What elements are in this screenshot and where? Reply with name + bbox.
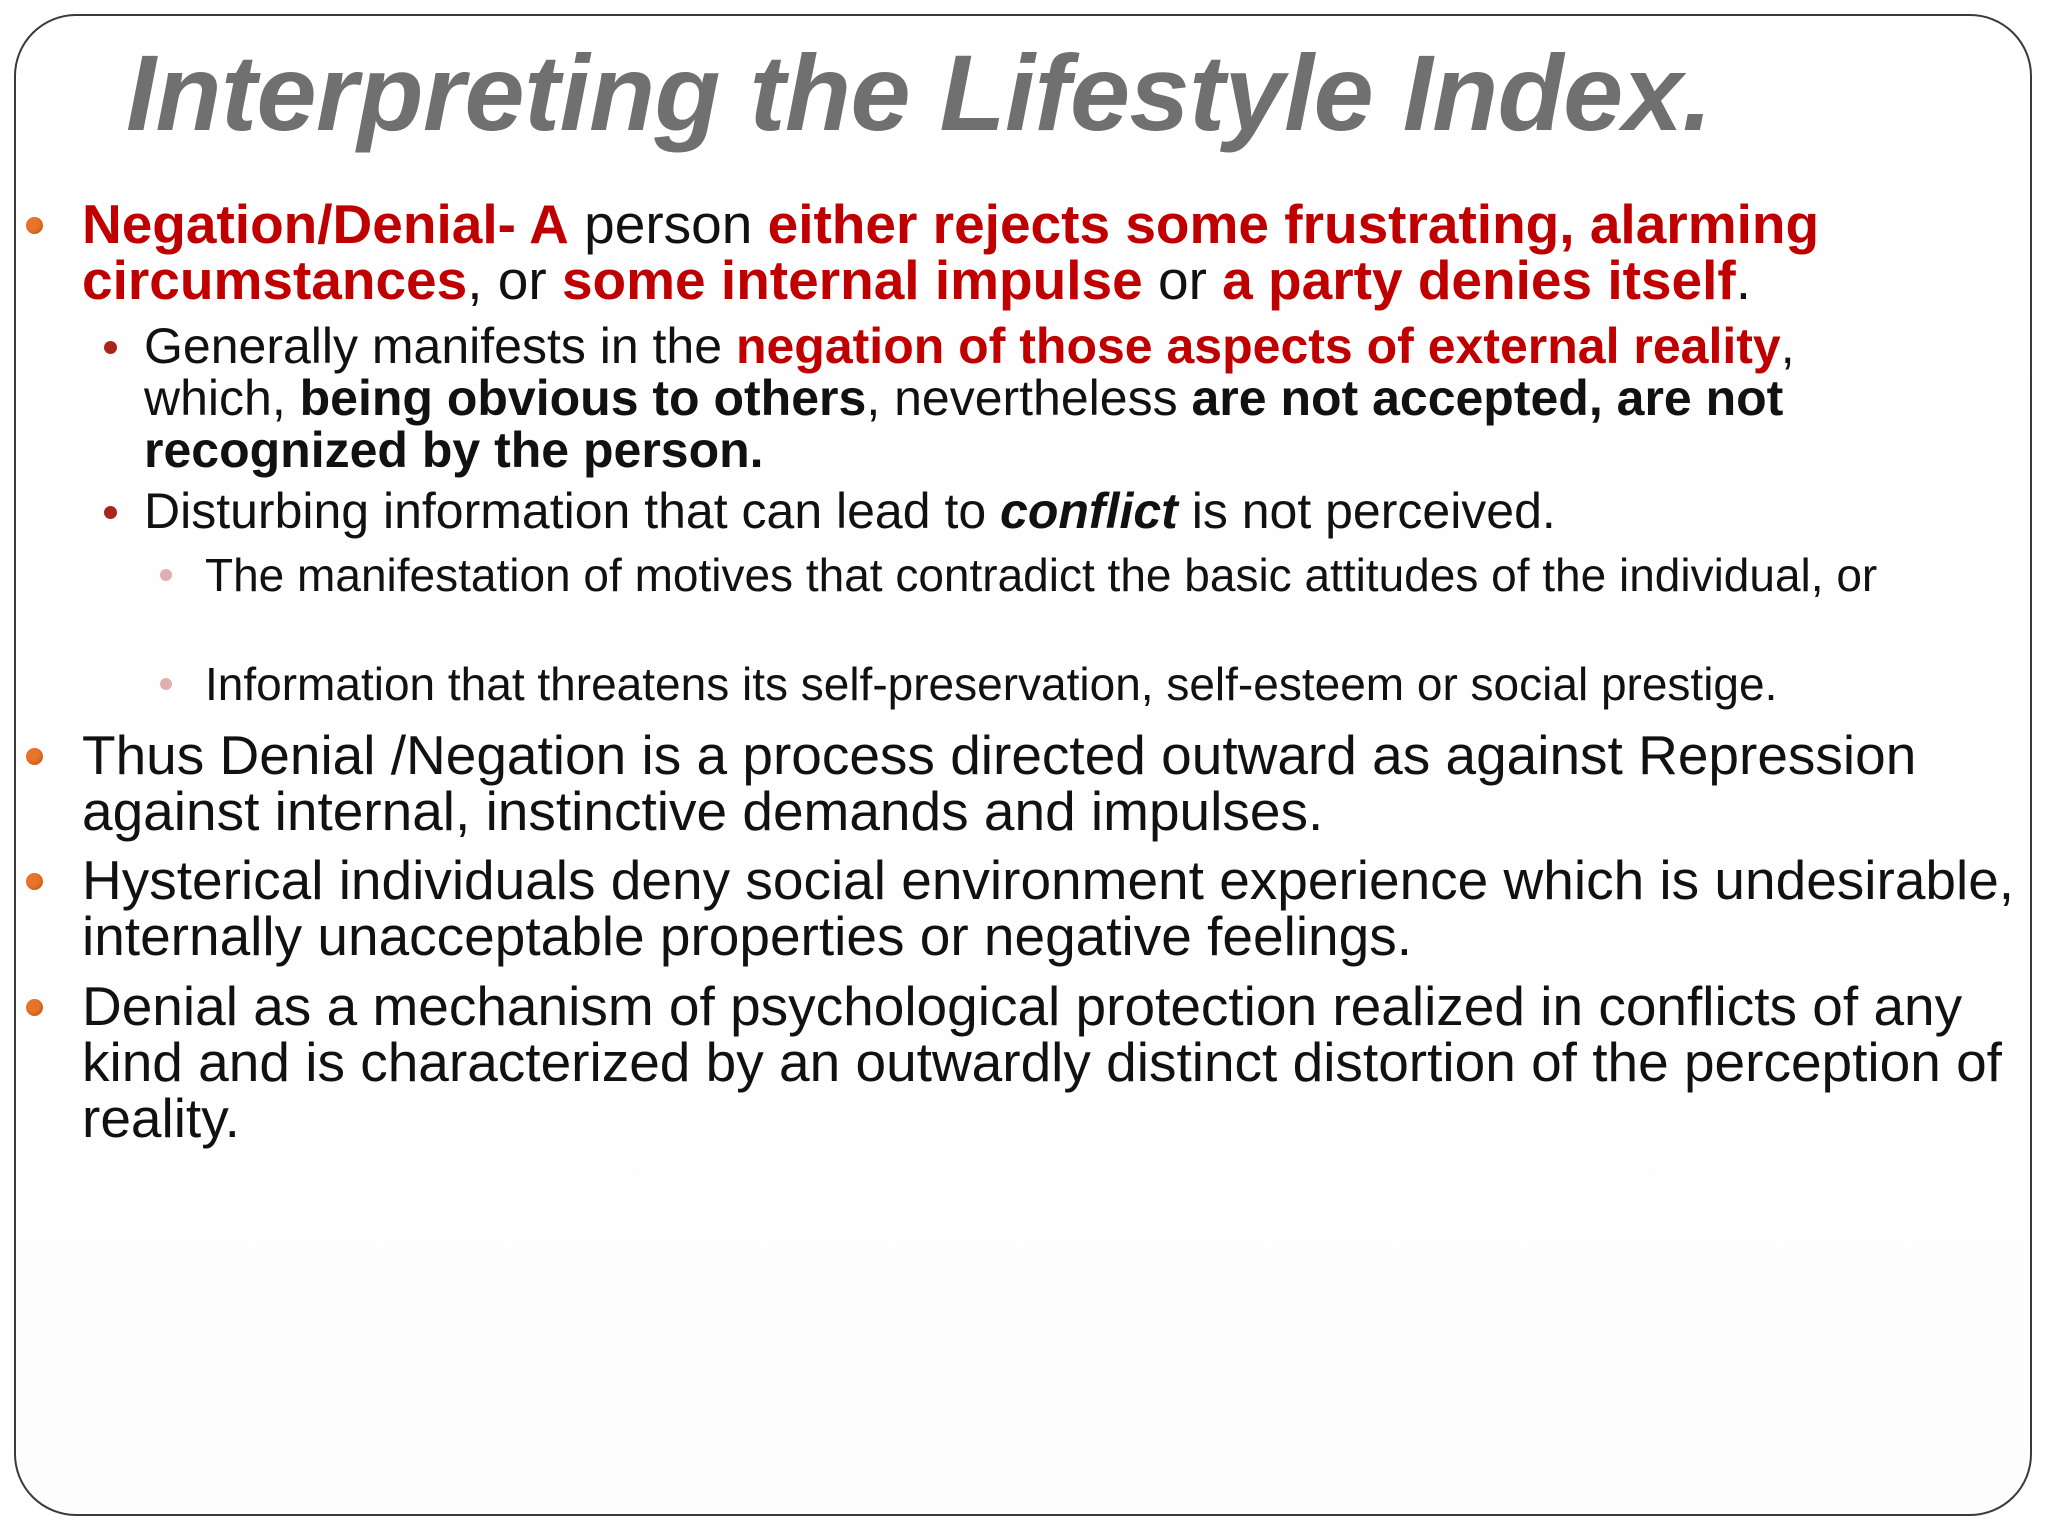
sub-bullet-disturbing-information <box>144 485 1944 537</box>
term-negation-denial: Negation/Denial- A <box>82 193 569 255</box>
slide-title: Interpreting the Lifestyle Index. <box>126 32 1712 153</box>
bold-text: are not accepted, are not recognized by the person. <box>144 370 1784 478</box>
text-segment: , or <box>467 249 562 311</box>
text-segment: Disturbing information that can lead to <box>144 483 1001 539</box>
text-segment: is not perceived. <box>1177 483 1556 539</box>
sub-bullet-icon <box>104 341 117 354</box>
text-segment: , nevertheless <box>866 370 1192 426</box>
bullet-denial-mechanism: Denial as a mechanism of psychological protection realized in conflicts of any kind and is characterized by an outwardly distinct distortion of the perception of reality. <box>82 975 2002 1149</box>
text-segment: , which, <box>144 318 1795 426</box>
sub-sub-bullet-motives: The manifestation of motives that contradict the basic attitudes of the individual, or <box>205 549 1878 601</box>
text-segment: person <box>568 193 768 255</box>
emphasis-text: some internal impulse <box>561 249 1143 311</box>
text-segment: . <box>1735 249 1751 311</box>
emphasis-text: a party denies itself <box>1222 249 1736 311</box>
bullet-icon <box>26 999 43 1016</box>
bullet-negation-denial <box>82 193 2032 311</box>
bullet-outward-process: Thus Denial /Negation is a process directed outward as against Repression against internal, instinctive demands and impulses. <box>82 724 1917 842</box>
bold-text: being obvious to others <box>299 370 867 426</box>
sub-bullet-external-reality <box>144 320 1944 476</box>
text-segment: or <box>1142 249 1223 311</box>
sub-bullet-icon <box>104 506 117 519</box>
sub-sub-bullet-threats: Information that threatens its self-preservation, self-esteem or social prestige. <box>205 658 1778 710</box>
bullet-icon <box>26 748 43 765</box>
bullet-hysterical-individuals: Hysterical individuals deny social environment experience which is undesirable, internally unacceptable properties or negative feelings. <box>82 849 2015 967</box>
sub-sub-bullet-icon <box>160 678 172 690</box>
sub-sub-bullet-icon <box>160 569 172 581</box>
bullet-icon <box>26 873 43 890</box>
emphasis-text: either rejects some frustrating, alarming circumstances <box>82 193 1820 311</box>
term-conflict: conflict <box>1000 483 1178 539</box>
bullet-icon <box>26 217 43 234</box>
emphasis-text: negation of those aspects of external reality <box>735 318 1781 374</box>
text-segment: Generally manifests in the <box>144 318 736 374</box>
